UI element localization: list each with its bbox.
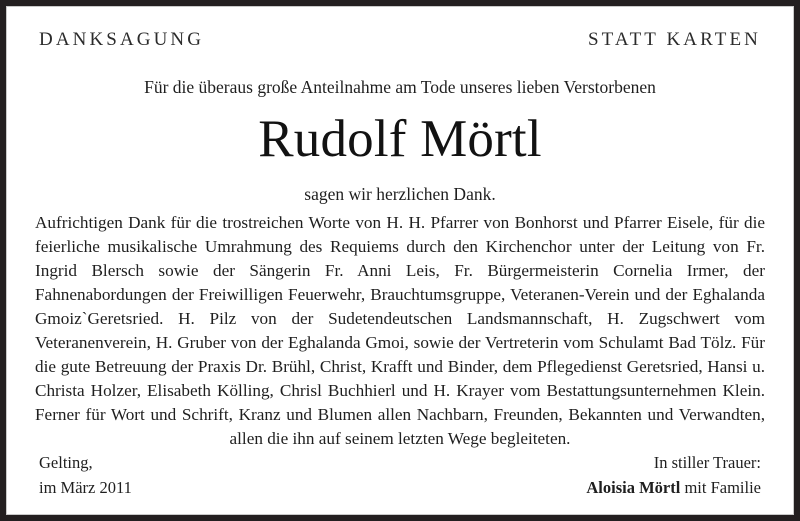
- footer-mourners: [586, 451, 761, 501]
- footer-place-date: [39, 451, 132, 501]
- acknowledgement-body: Aufrichtigen Dank für die trostreichen Worte von H. H. Pfarrer von Bonhorst und Pfarrer Eisele, für die feierliche musikalische Umrahmung des Requiems durch den Kirchenchor unter der Leitung von Fr. Ingrid Blersch sowie der Sängerin Fr. Anni Leis, Fr. Bürgermeisterin Cornelia Irmer, der Fahnenabordungen der Freiwilligen Feuerwehr, Brauchtumsgruppe, Veteranen-Verein und der Eghalanda Gmoiz`Geretsried. H. Pilz von der Sudetendeutschen Landsmannschaft, H. Zugschwert vom Veteranenverein, H. Gruber von der Eghalanda Gmoi, sowie der Vertreterin vom Schulamt Bad Tölz. Für die gute Betreuung der Praxis Dr. Brühl, Christ, Krafft und Binder, dem Pflegedienst Geretsried, Hansi u. Christa Holzer, Elisabeth Kölling, Chrisl Buchhierl und H. Krayer vom Bestattungsunternehmen Klein. Ferner für Wort und Schrift, Kranz und Blumen allen Nachbarn, Freunden, Bekannten und Verwandten, allen die ihn auf seinem letzten Wege begleiteten.: [35, 212, 765, 449]
- deceased-name: Rudolf Mörtl: [258, 110, 542, 168]
- danksagung-label: DANKSAGUNG: [39, 29, 205, 50]
- mourner-name: Aloisia Mörtl: [586, 478, 681, 498]
- intro-line: Für die überaus große Anteilnahme am Tode unseres lieben Verstorbenen: [144, 77, 656, 97]
- card-header: [29, 23, 771, 51]
- mourner-line: [586, 476, 761, 501]
- thanks-line: sagen wir herzlichen Dank.: [304, 183, 496, 204]
- card-inner-frame: [6, 6, 794, 515]
- mourning-label: In stiller Trauer:: [653, 453, 761, 473]
- statt-karten-label: STATT KARTEN: [588, 29, 761, 50]
- footer-place: Gelting,: [39, 453, 93, 473]
- mourner-suffix: mit Familie: [680, 478, 761, 498]
- card-footer: [29, 451, 771, 515]
- footer-date: im März 2011: [39, 478, 132, 498]
